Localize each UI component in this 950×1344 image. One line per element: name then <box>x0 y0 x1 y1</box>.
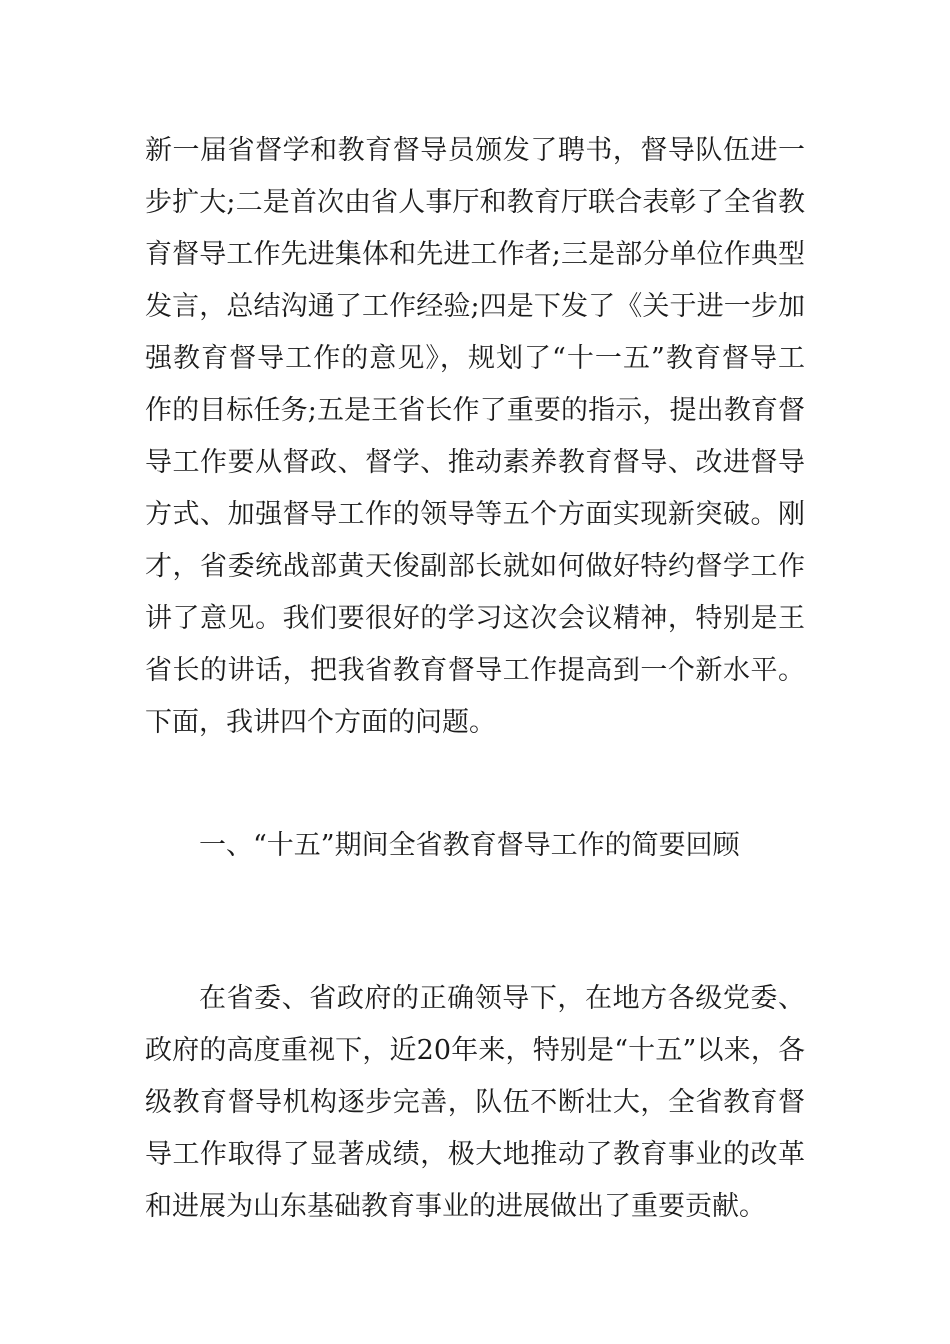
section-heading: 一、“十五”期间全省教育督导工作的简要回顾 <box>199 830 740 861</box>
body-paragraph-2: 在省委、省政府的正确领导下，在地方各级党委、政府的高度重视下，近20年来，特别是“十五”以来，各级教育督导机构逐步完善，队伍不断壮大，全省教育督导工作取得了显著成绩，极大地推动了教育事业的改革和进展为山东基础教育事业的进展做出了重要贡献。 <box>145 983 805 1222</box>
body-paragraph-1: 新一届省督学和教育督导员颁发了聘书，督导队伍进一步扩大;二是首次由省人事厅和教育厅联合表彰了全省教育督导工作先进集体和先进工作者;三是部分单位作典型发言，总结沟通了工作经验;四是下发了《关于进一步加强教育督导工作的意见》，规划了“十一五”教育督导工作的目标任务;五是王省长作了重要的指示，提出教育督导工作要从督政、督学、推动素养教育督导、改进督导方式、加强督导工作的领导等五个方面实现新突破。刚才，省委统战部黄天俊副部长就如何做好特约督学工作讲了意见。我们要很好的学习这次会议精神，特别是王省长的讲话，把我省教育督导工作提高到一个新水平。下面，我讲四个方面的问题。 <box>145 135 805 738</box>
